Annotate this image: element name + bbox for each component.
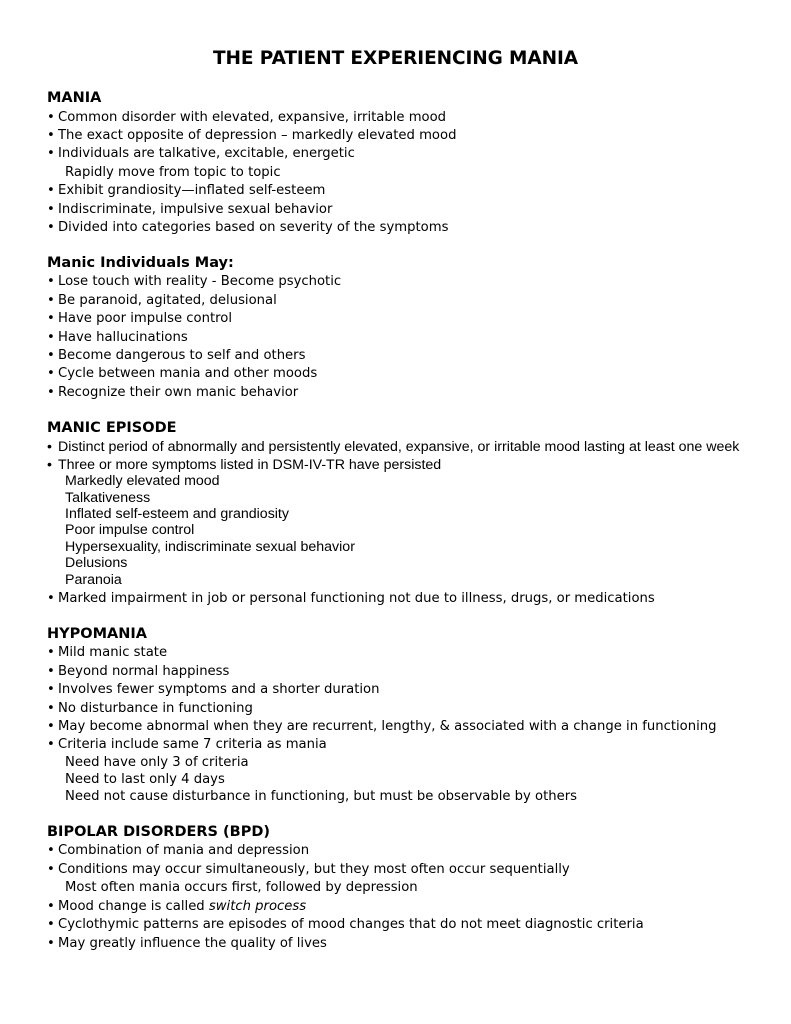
list-item-text: Have poor impulse control xyxy=(58,311,233,327)
bullet-icon: • xyxy=(47,292,55,308)
list-item xyxy=(47,219,777,237)
list-item-text: Conditions may occur simultaneously, but they most often occur sequentially xyxy=(58,861,570,877)
list-item xyxy=(47,384,777,402)
list-item-text: Recognize their own manic behavior xyxy=(58,384,299,400)
bullet-icon: • xyxy=(47,183,55,199)
list-item-text: Cyclothymic patterns are episodes of mood changes that do not meet diagnostic criteria xyxy=(58,917,644,933)
list-item xyxy=(47,438,777,456)
list-item-text: Criteria include same 7 criteria as mania xyxy=(58,737,327,753)
list-item xyxy=(47,457,777,474)
list-item xyxy=(47,700,777,718)
list-item xyxy=(47,182,777,200)
list-item-text: Involves fewer symptoms and a shorter duration xyxy=(58,682,380,698)
italic-term: switch process xyxy=(208,898,307,914)
list-item xyxy=(47,736,777,754)
list-item-text: Common disorder with elevated, expansive, irritable mood xyxy=(58,109,447,125)
list-item-text: No disturbance in functioning xyxy=(58,700,253,716)
section-manic-individuals xyxy=(47,254,777,402)
bullet-icon: • xyxy=(47,274,55,290)
section-manic-episode xyxy=(47,419,777,609)
list-item xyxy=(47,347,777,365)
list-item xyxy=(47,201,777,219)
list-item xyxy=(47,127,777,145)
bullet-icon: • xyxy=(47,311,55,327)
bullet-icon: • xyxy=(47,146,55,162)
sub-list-item: Rapidly move from topic to topic xyxy=(65,164,281,180)
list-item xyxy=(47,681,777,699)
list-item xyxy=(47,663,777,681)
bullet-icon: • xyxy=(47,737,55,753)
sub-list-item: Delusions xyxy=(65,555,128,572)
sub-list-item: Paranoia xyxy=(65,571,122,588)
list-item-text: Three or more symptoms listed in DSM-IV-TR have persisted xyxy=(58,456,442,473)
list-item xyxy=(47,644,777,662)
list-item-text: Have hallucinations xyxy=(58,329,188,345)
sub-list-item: Need to last only 4 days xyxy=(65,771,225,787)
sub-list-item: Most often mania occurs first, followed by depression xyxy=(65,880,418,896)
bullet-icon: • xyxy=(47,456,52,473)
sub-list-item: Hypersexuality, indiscriminate sexual behavior xyxy=(65,538,355,555)
page-title: THE PATIENT EXPERIENCING MANIA xyxy=(213,48,578,69)
section-heading-manic-episode: MANIC EPISODE xyxy=(47,419,177,436)
section-hypomania xyxy=(47,625,777,807)
section-heading-manic-individuals: Manic Individuals May: xyxy=(47,254,234,271)
list-item-text: Individuals are talkative, excitable, energetic xyxy=(58,146,355,162)
sub-list-item: Inflated self-esteem and grandiosity xyxy=(65,506,289,522)
list-item xyxy=(47,292,777,310)
list-item xyxy=(47,842,777,860)
list-item-text: Distinct period of abnormally and persistently elevated, expansive, or irritable mood lasting at least one week xyxy=(58,439,740,456)
sub-list-item: Need have only 3 of criteria xyxy=(65,754,249,770)
list-item-text: May greatly influence the quality of lives xyxy=(58,935,327,951)
list-item-text: Be paranoid, agitated, delusional xyxy=(58,292,277,308)
list-item xyxy=(47,898,777,916)
list-item-text: Indiscriminate, impulsive sexual behavior xyxy=(58,201,333,217)
list-item-text: Lose touch with reality - Become psychotic xyxy=(58,274,342,290)
list-item-text: May become abnormal when they are recurrent, lengthy, & associated with a change in functioning xyxy=(58,719,717,735)
list-item-text: Mood change is called xyxy=(58,898,205,914)
list-item-text: Marked impairment in job or personal functioning not due to illness, drugs, or medications xyxy=(58,591,655,607)
list-item xyxy=(47,916,777,934)
list-item-text: Divided into categories based on severity of the symptoms xyxy=(58,219,449,235)
list-item xyxy=(47,718,777,736)
bullet-icon: • xyxy=(47,127,55,143)
list-item xyxy=(47,590,777,608)
sub-list-item: Markedly elevated mood xyxy=(65,473,220,490)
section-bipolar xyxy=(47,823,777,953)
sub-list-item: Talkativeness xyxy=(65,489,151,506)
list-item-text: The exact opposite of depression – markedly elevated mood xyxy=(58,127,457,143)
bullet-icon: • xyxy=(47,439,52,456)
bullet-icon: • xyxy=(47,329,55,345)
list-item xyxy=(47,329,777,347)
list-item-text: Cycle between mania and other moods xyxy=(58,366,318,382)
bullet-icon: • xyxy=(47,109,55,125)
sub-list-item: Need not cause disturbance in functioning, but must be observable by others xyxy=(65,789,578,805)
bullet-icon: • xyxy=(47,384,55,400)
list-item xyxy=(47,935,777,953)
list-item-text: Beyond normal happiness xyxy=(58,663,230,679)
list-item xyxy=(47,109,777,127)
bullet-icon: • xyxy=(47,898,55,914)
list-item xyxy=(47,273,777,291)
bullet-icon: • xyxy=(47,935,55,951)
section-heading-mania: MANIA xyxy=(47,90,102,106)
list-item-text: Combination of mania and depression xyxy=(58,843,310,859)
bullet-icon: • xyxy=(47,843,55,859)
section-mania xyxy=(47,89,777,237)
section-heading-bipolar: BIPOLAR DISORDERS (BPD) xyxy=(47,823,271,840)
list-item xyxy=(47,145,777,163)
bullet-icon: • xyxy=(47,366,55,382)
list-item xyxy=(47,365,777,383)
bullet-icon: • xyxy=(47,682,55,698)
bullet-icon: • xyxy=(47,663,55,679)
list-item-text: Mild manic state xyxy=(58,645,168,661)
list-item-text: Exhibit grandiosity—inflated self-esteem xyxy=(58,183,326,199)
list-item xyxy=(47,861,777,879)
bullet-icon: • xyxy=(47,719,55,735)
section-heading-hypomania: HYPOMANIA xyxy=(47,625,147,642)
bullet-icon: • xyxy=(47,861,55,877)
document-body xyxy=(47,89,777,969)
sub-list-item: Poor impulse control xyxy=(65,522,195,539)
bullet-icon: • xyxy=(47,201,55,217)
list-item xyxy=(47,310,777,328)
bullet-icon: • xyxy=(47,917,55,933)
bullet-icon: • xyxy=(47,219,55,235)
bullet-icon: • xyxy=(47,645,55,661)
bullet-icon: • xyxy=(47,700,55,716)
list-item-text: Become dangerous to self and others xyxy=(58,347,306,363)
bullet-icon: • xyxy=(47,347,55,363)
bullet-icon: • xyxy=(47,591,55,607)
